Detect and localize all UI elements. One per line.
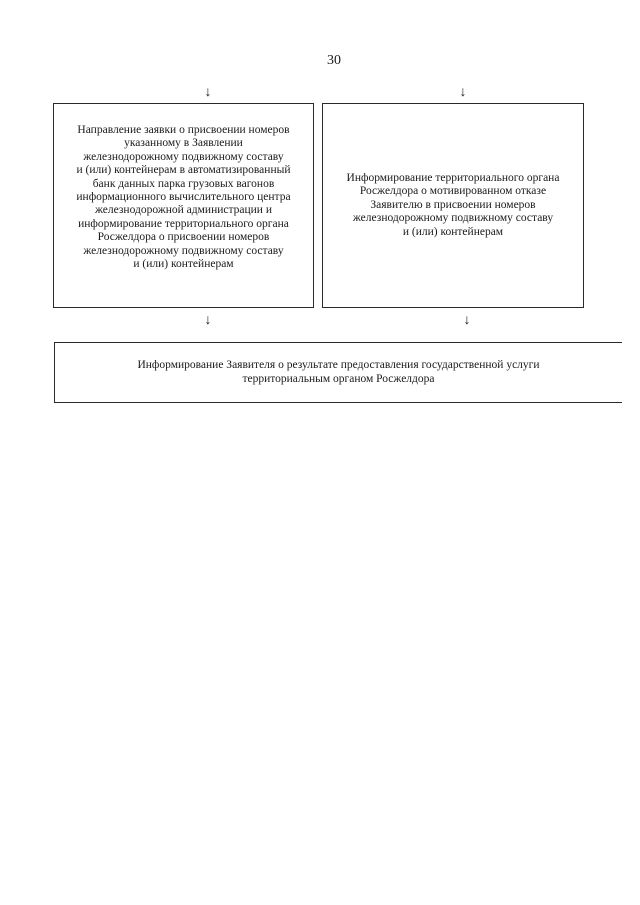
arrow-down-icon: ↓ (204, 313, 212, 328)
flow-box-inform-applicant (54, 342, 622, 403)
arrow-down-icon: ↓ (463, 313, 471, 328)
page-number: 30 (327, 53, 341, 68)
flow-box-refusal (322, 103, 584, 308)
flow-box-refusal-text: Информирование территориального органа Росжелдора о мотивированном отказе Заявителю в присвоении номеров железнодорожному подвижному составу и (или) контейнерам (346, 171, 560, 238)
flow-box-assign-numbers-text: Направление заявки о присвоении номеров указанному в Заявлении железнодорожному подвижному составу и (или) контейнерам в автоматизированный банк данных парка грузовых вагонов информационного вычислительного центра железнодорожной администрации и информирование территориального органа Росжелдора о присвоении номеров железнодорожному подвижному составу и (или) контейнерам (76, 124, 291, 271)
arrow-down-icon: ↓ (204, 85, 212, 100)
flow-box-inform-applicant-text: Информирование Заявителя о результате предоставления государственной услуги территориальным органом Росжелдора (137, 359, 540, 385)
arrow-down-icon: ↓ (459, 85, 467, 100)
flow-box-assign-numbers (53, 103, 314, 308)
